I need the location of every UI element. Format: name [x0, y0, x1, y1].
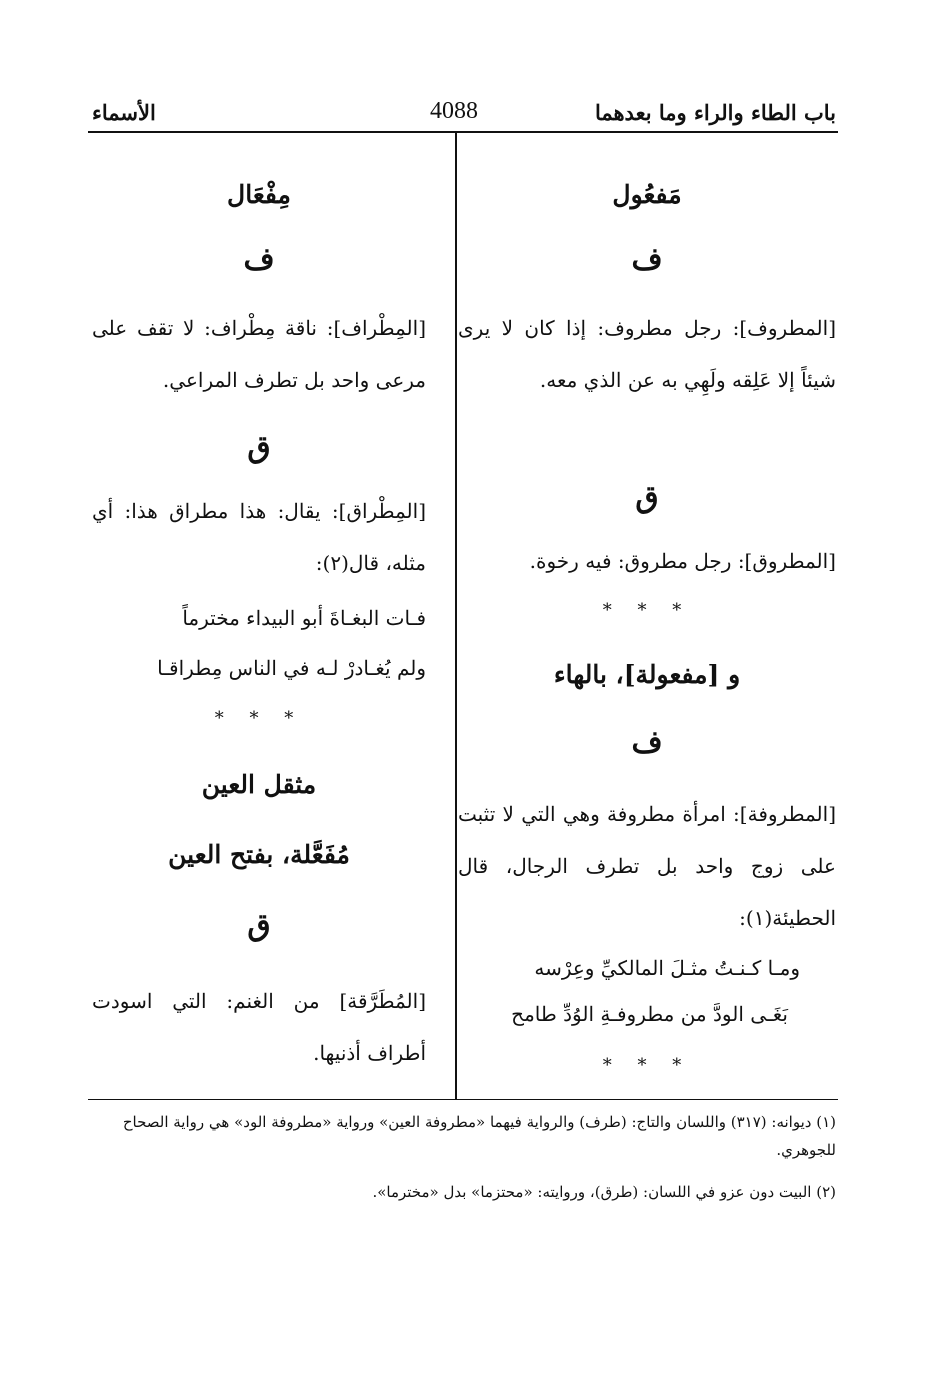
- dictionary-entry: [المطروق]: رجل مطروق: فيه رخوة.: [529, 549, 836, 573]
- section-title: الأسماء: [92, 100, 156, 125]
- dictionary-entry: [المِطْراف]: ناقة مِطْراف: لا تقف على مرعى واحد بل تطرف المراعي.: [92, 316, 426, 392]
- root-letter: ق: [247, 908, 271, 943]
- dictionary-entry: [المطروف]: رجل مطروف: إذا كان لا يرى شيئاً إلا عَلِقه ولَهِي به عن الذي معه.: [458, 316, 836, 392]
- root-letter: ف: [243, 242, 275, 277]
- separator-stars: * * *: [214, 708, 304, 729]
- pattern-heading: مثقل العين: [201, 770, 317, 799]
- verse-line: ولم يُغـادرْ لـه في الناس مِطراقـا: [157, 656, 426, 680]
- footnote: (١) ديوانه: (٣١٧) واللسان والتاج: (طرف) والرواية فيهما «مطروفة العين» ورواية «مطروفة الود» هي رواية الصحاح للجوهري.: [122, 1113, 836, 1159]
- separator-stars: * * *: [602, 600, 692, 621]
- pattern-heading: مُفَعَّلة، بفتح العين: [168, 840, 350, 869]
- dictionary-entry: [المِطْراق]: يقال: هذا مطراق هذا: أي مثله، قال(٢):: [92, 499, 426, 575]
- root-letter: ف: [631, 242, 663, 277]
- pattern-heading: مَفعُول: [612, 180, 682, 209]
- verse-line: فـات البغـاةَ أبو البيداء مخترماً: [182, 606, 426, 630]
- root-letter: ق: [635, 480, 659, 515]
- page-number: 4088: [430, 98, 478, 124]
- dictionary-entry: [المطروفة]: امرأة مطروفة وهي التي لا تثبت على زوج واحد بل تطرف الرجال، قال الحطيئة(١):: [458, 802, 836, 930]
- column-divider: [455, 133, 457, 1099]
- root-letter: ق: [247, 430, 271, 465]
- header-rule: [88, 131, 838, 133]
- verse-line: ومـا كـنـتُ مثـلَ المالكيِّ وعِرْسه: [534, 956, 800, 980]
- separator-stars: * * *: [602, 1055, 692, 1076]
- pattern-heading: و [مفعولة]، بالهاء: [553, 660, 741, 689]
- footnote-rule: [88, 1099, 838, 1100]
- root-letter: ف: [631, 725, 663, 760]
- chapter-title: باب الطاء والراء وما بعدهما: [594, 100, 836, 125]
- pattern-heading: مِفْعَال: [227, 180, 291, 209]
- footnote: (٢) البيت دون عزو في اللسان: (طرق)، وروايته: «محتزما» بدل «مخترما».: [372, 1183, 836, 1201]
- verse-line: بَغَـى الودَّ من مطروفـةِ الوُدِّ طامح: [511, 1002, 788, 1026]
- dictionary-entry: [المُطَرَّقة] من الغنم: التي اسودت أطراف أذنيها.: [92, 989, 426, 1065]
